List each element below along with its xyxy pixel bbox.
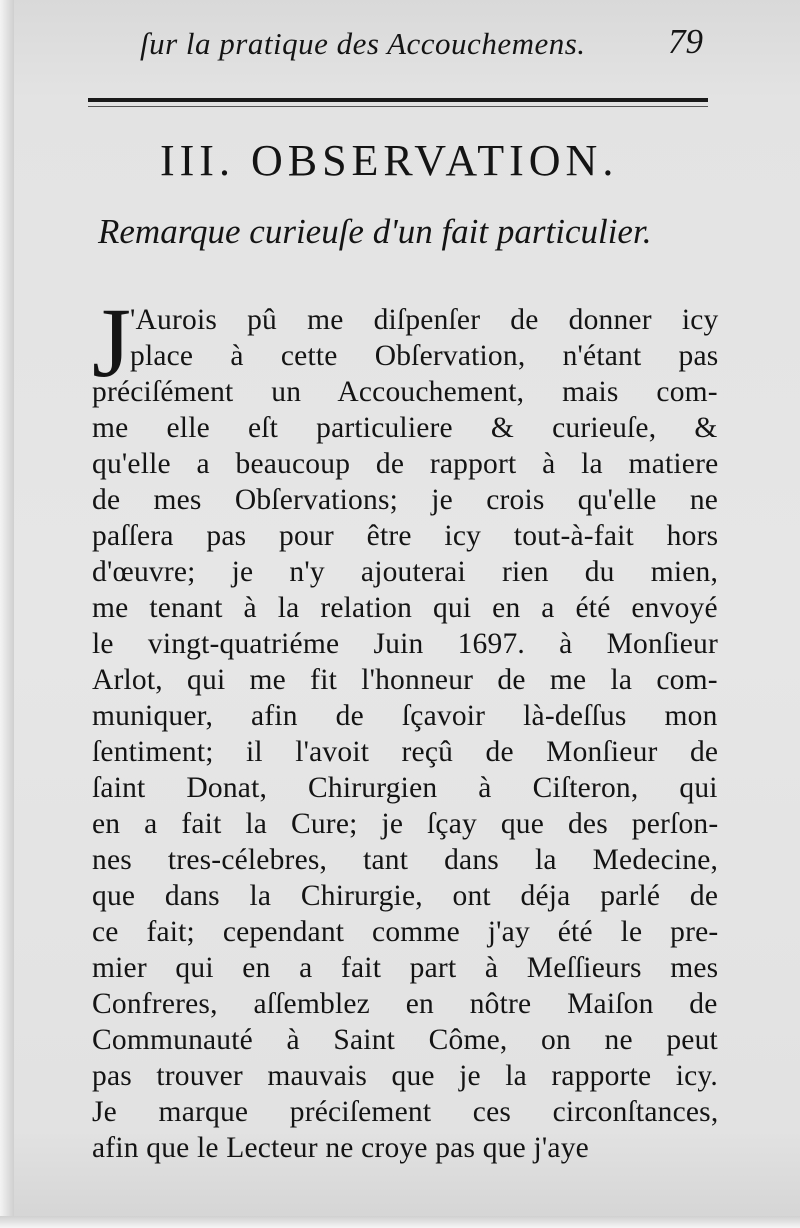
text-line: paſſera pas pour être icy tout-à-fait hors bbox=[92, 520, 719, 552]
text-line: en a fait la Cure; je ſçay que des perſon- bbox=[92, 808, 719, 840]
text-line: me tenant à la relation qui en a été envoyé bbox=[92, 592, 718, 624]
running-head: ſur la pratique des Accouchemens. bbox=[140, 26, 586, 61]
text-line: pas trouver mauvais que je la rapporte icy. bbox=[92, 1060, 718, 1092]
text-line: me elle eſt particuliere & curieuſe, & bbox=[92, 412, 718, 444]
text-line: Communauté à Saint Côme, on ne peut bbox=[92, 1024, 718, 1056]
page-left-edge bbox=[0, 0, 14, 1228]
text-line: afin que le Lecteur ne croye pas que j'aye bbox=[92, 1132, 589, 1164]
text-line: Confreres, aſſemblez en nôtre Maiſon de bbox=[92, 988, 718, 1020]
header-rule bbox=[88, 98, 708, 102]
section-title: III. OBSERVATION. bbox=[160, 136, 619, 185]
page-number: 79 bbox=[668, 22, 703, 61]
text-line: de mes Obſervations; je crois qu'elle ne bbox=[92, 484, 719, 516]
text-line: Je marque préciſement ces circonſtances, bbox=[92, 1096, 719, 1128]
text-line: ce fait; cependant comme j'ay été le pre- bbox=[92, 916, 719, 948]
text-line: muniquer, afin de ſçavoir là-deſſus mon bbox=[92, 700, 718, 732]
text-line: qu'elle a beaucoup de rapport à la matiere bbox=[92, 448, 719, 480]
text-line: ſentiment; il l'avoit reçû de Monſieur de bbox=[92, 736, 719, 768]
text-line: préciſément un Accouchement, mais com- bbox=[92, 376, 718, 408]
text-line: d'œuvre; je n'y ajouterai rien du mien, bbox=[92, 556, 719, 588]
text-line: ſaint Donat, Chirurgien à Ciſteron, qui bbox=[92, 772, 718, 804]
text-line: que dans la Chirurgie, ont déja parlé de bbox=[92, 880, 719, 912]
text-line: 'Aurois pû me diſpenſer de donner icy bbox=[130, 304, 719, 336]
text-line: nes tres-célebres, tant dans la Medecine, bbox=[92, 844, 719, 876]
text-line: mier qui en a fait part à Meſſieurs mes bbox=[92, 952, 719, 984]
text-line: le vingt-quatriéme Juin 1697. à Monſieur bbox=[92, 628, 719, 660]
header-rule-thin bbox=[88, 106, 708, 107]
page-bottom-edge bbox=[0, 1216, 800, 1228]
drop-cap: J bbox=[92, 287, 131, 398]
section-subtitle: Remarque curieuſe d'un fait particulier. bbox=[98, 212, 652, 251]
text-line: place à cette Obſervation, n'étant pas bbox=[130, 340, 719, 372]
text-line: Arlot, qui me fit l'honneur de me la com- bbox=[92, 664, 718, 696]
